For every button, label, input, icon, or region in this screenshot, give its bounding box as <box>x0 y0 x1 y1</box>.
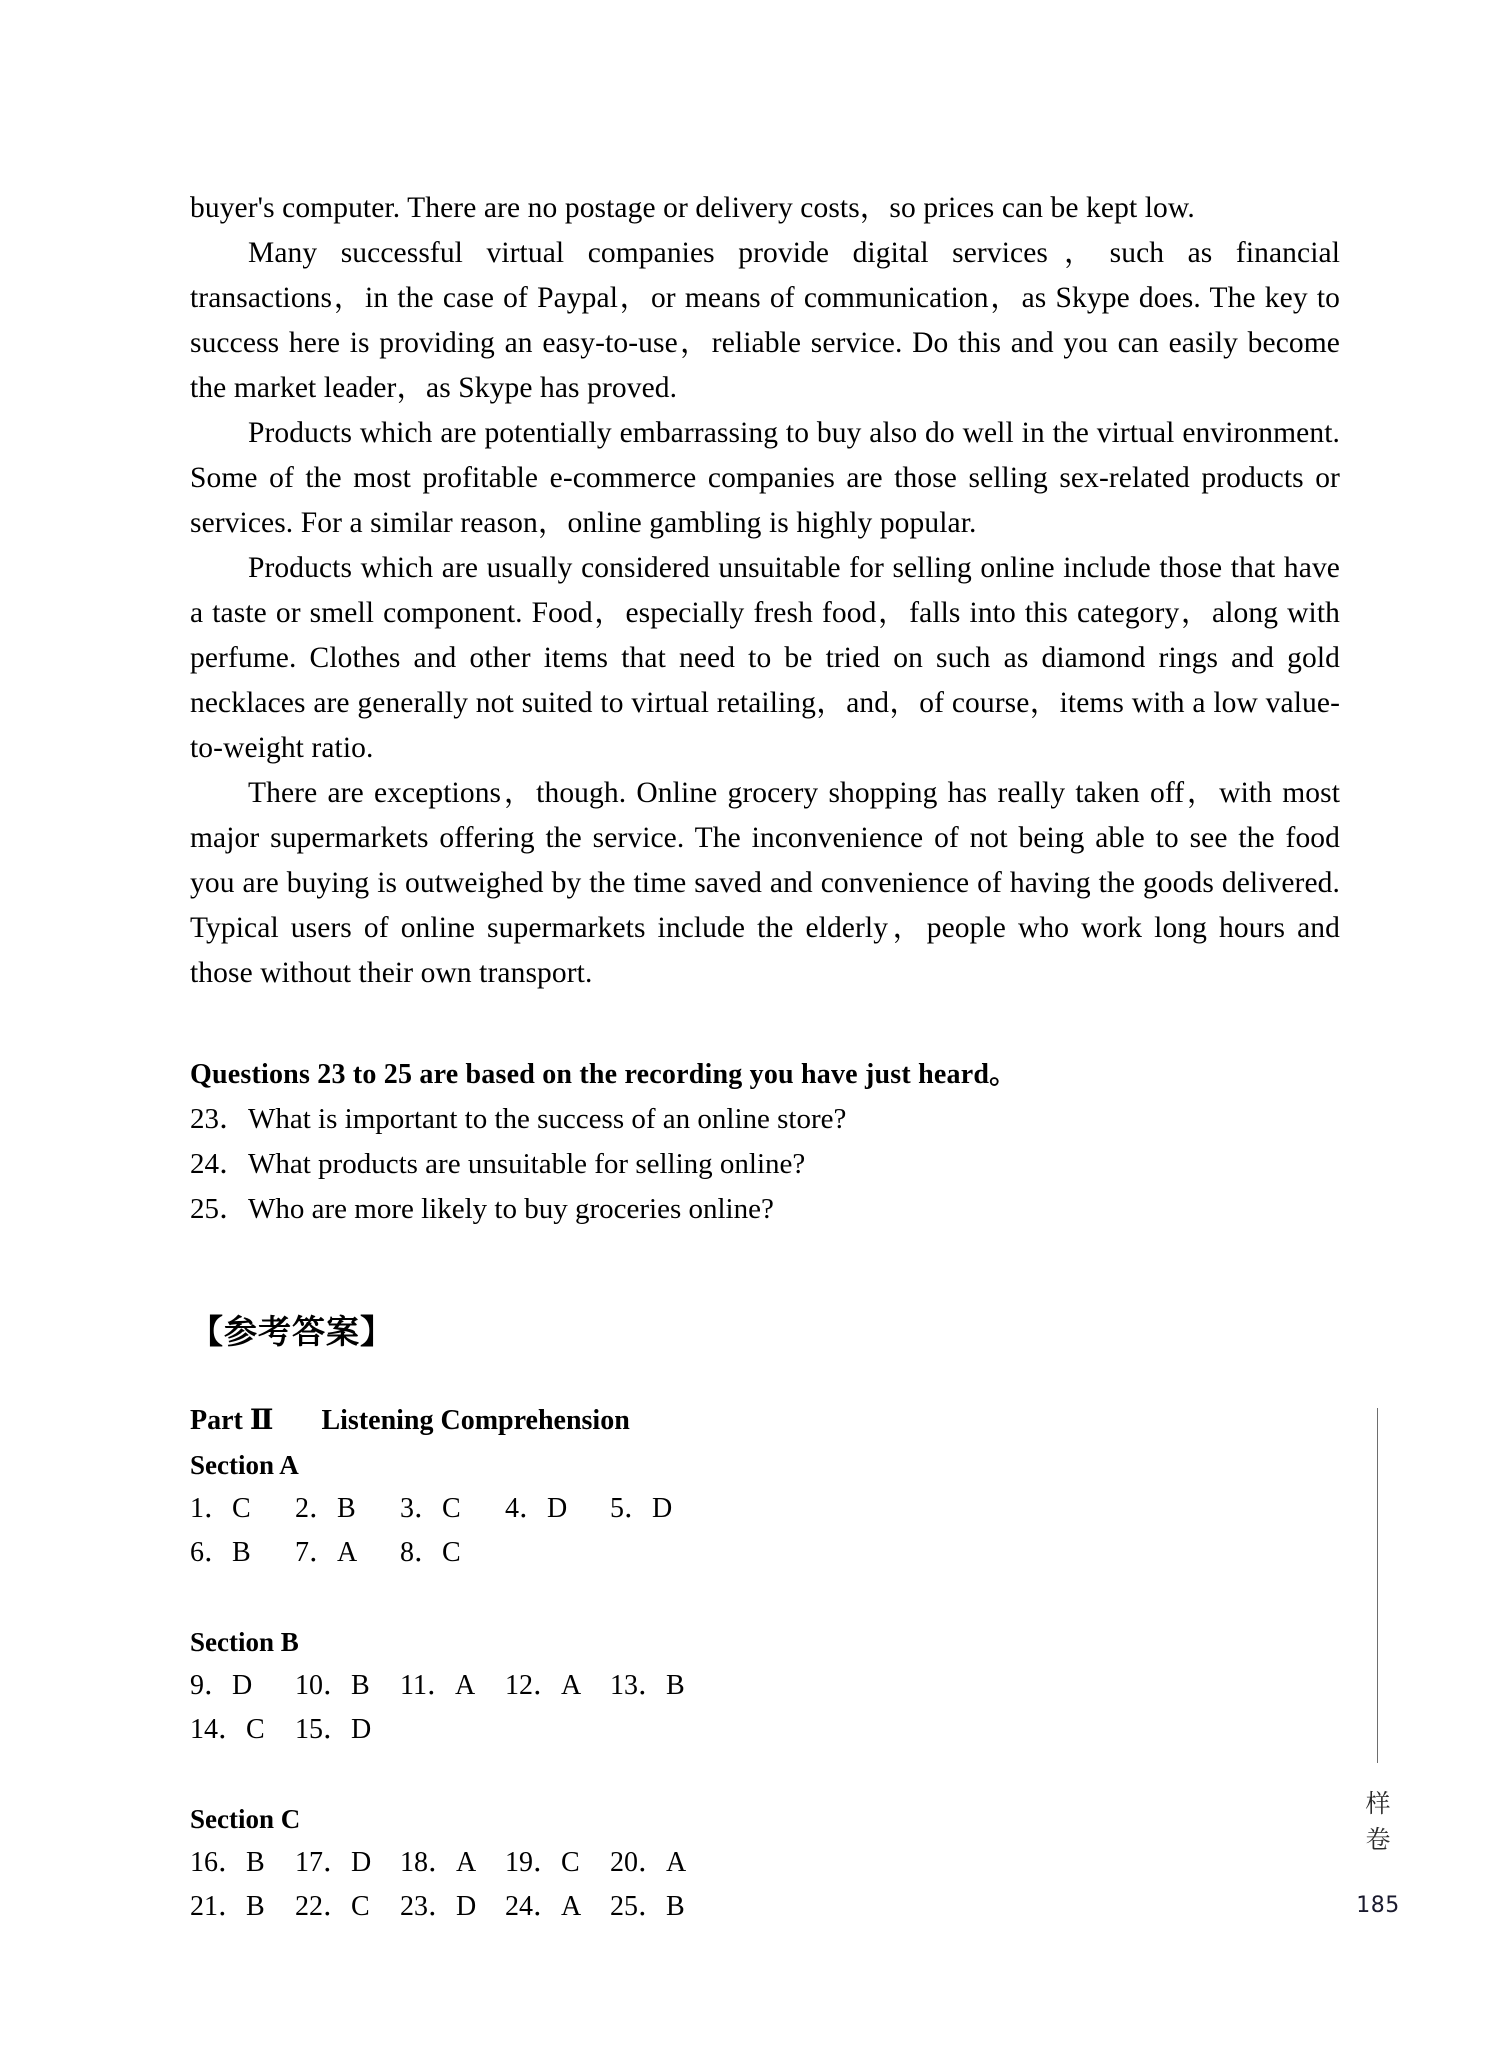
section-heading-a: Section A <box>190 1450 299 1480</box>
answer-number: 8 <box>400 1537 414 1568</box>
answer-number: 15 <box>295 1714 323 1745</box>
answer-row <box>190 1487 1340 1531</box>
answer-number: 1 <box>190 1493 204 1524</box>
question-item: 23．What is important to the success of an online store? <box>190 1103 847 1135</box>
answer-value: B <box>666 1670 685 1701</box>
answer-value: C <box>442 1537 461 1568</box>
answer-value: D <box>351 1714 372 1745</box>
answer-cell: 24．A <box>505 1891 582 1922</box>
question-item: 24．What products are unsuitable for selling online? <box>190 1148 806 1180</box>
answer-cell: 2．B <box>295 1493 356 1524</box>
answer-cell: 5．D <box>610 1493 673 1524</box>
answer-number: 10 <box>295 1670 323 1701</box>
answer-value: D <box>652 1493 673 1524</box>
margin-vertical-char-1: 样 <box>1365 1789 1391 1818</box>
answer-value: A <box>454 1670 476 1701</box>
answer-value: C <box>246 1714 265 1745</box>
answer-number: 12 <box>505 1670 533 1701</box>
part-name: Listening Comprehension <box>321 1405 630 1436</box>
answer-value: A <box>456 1847 477 1878</box>
answer-number: 16 <box>190 1847 218 1878</box>
section-spacer <box>190 996 1340 1052</box>
section-spacer <box>190 1288 1340 1310</box>
answer-row <box>190 1708 1340 1752</box>
answer-cell: 17．D <box>295 1847 372 1878</box>
answer-value: A <box>337 1537 358 1568</box>
question-item: 25．Who are more likely to buy groceries online? <box>190 1193 774 1225</box>
answer-number: 5 <box>610 1493 624 1524</box>
answer-number: 17 <box>295 1847 323 1878</box>
answer-cell: 12．A <box>505 1670 582 1701</box>
answer-key-block <box>190 1310 1340 1929</box>
answer-number: 19 <box>505 1847 533 1878</box>
section-spacer <box>190 1575 1340 1620</box>
answer-cell: 25．B <box>610 1891 685 1922</box>
answer-value: D <box>351 1847 372 1878</box>
section-spacer <box>190 1354 1340 1399</box>
answer-number: 24 <box>505 1891 533 1922</box>
answer-value: C <box>561 1847 580 1878</box>
answer-cell: 15．D <box>295 1714 372 1745</box>
answer-value: A <box>666 1847 687 1878</box>
answer-cell: 23．D <box>400 1891 477 1922</box>
answer-cell: 22．C <box>295 1891 370 1922</box>
section-spacer <box>190 1232 1340 1288</box>
passage-paragraph: There are exceptions，though. Online grocery shopping has really taken off，with most major supermarkets offering the service. The inconvenience of not being able to see the food you are buying is outweighed by the time saved and convenience of having the goods delivered. Typical users of online supermarkets include the elderly，people who work long hours and those without their own transport. <box>190 777 1340 989</box>
answer-cell: 9．D <box>190 1670 253 1701</box>
answer-number: 21 <box>190 1891 218 1922</box>
answer-cell: 13．B <box>610 1670 685 1701</box>
answer-number: 22 <box>295 1891 323 1922</box>
questions-heading: Questions 23 to 25 are based on the recording you have just heard。 <box>190 1059 1018 1090</box>
answer-value: B <box>666 1891 685 1922</box>
passage-paragraph: Many successful virtual companies provide digital services，such as financial transactions，in the case of Paypal，or means of communication，as Skype does. The key to success here is providing an easy-to-use，reliable service. Do this and you can easily become the market leader，as Skype has proved. <box>190 237 1340 404</box>
section-spacer <box>190 1752 1340 1797</box>
answer-number: 13 <box>610 1670 638 1701</box>
answer-number: 11 <box>400 1670 427 1701</box>
answer-number: 23 <box>400 1891 428 1922</box>
answer-number: 9 <box>190 1670 204 1701</box>
section-heading-c: Section C <box>190 1804 301 1834</box>
answer-value: A <box>561 1670 582 1701</box>
answer-cell: 6．B <box>190 1537 251 1568</box>
answer-cell: 11．A <box>400 1670 476 1701</box>
passage-body <box>190 186 1340 996</box>
answer-cell: 7．A <box>295 1537 358 1568</box>
answer-cell: 4．D <box>505 1493 568 1524</box>
answer-key-title: 【参考答案】 <box>190 1312 394 1351</box>
answer-number: 20 <box>610 1847 638 1878</box>
answer-value: B <box>337 1493 356 1524</box>
answer-value: A <box>561 1891 582 1922</box>
part-roman-numeral: Ⅱ <box>249 1405 274 1436</box>
page-content <box>190 186 1340 1929</box>
answer-value: C <box>232 1493 251 1524</box>
margin-vertical-char-2: 卷 <box>1365 1825 1391 1854</box>
margin-vertical-label <box>1362 1786 1394 1858</box>
passage-paragraph: buyer's computer. There are no postage or delivery costs，so prices can be kept low. <box>190 192 1195 224</box>
answer-cell: 18．A <box>400 1847 477 1878</box>
questions-block <box>190 1052 1340 1232</box>
answer-value: B <box>351 1670 370 1701</box>
margin-rule-divider <box>1377 1408 1378 1763</box>
answer-cell: 8．C <box>400 1537 461 1568</box>
answer-number: 2 <box>295 1493 309 1524</box>
answer-cell: 20．A <box>610 1847 687 1878</box>
answer-value: C <box>442 1493 461 1524</box>
answer-number: 7 <box>295 1537 309 1568</box>
answer-value: B <box>246 1847 265 1878</box>
answer-cell: 19．C <box>505 1847 580 1878</box>
section-heading-b: Section B <box>190 1627 299 1657</box>
answer-number: 6 <box>190 1537 204 1568</box>
answer-cell: 16．B <box>190 1847 265 1878</box>
answer-number: 14 <box>190 1714 218 1745</box>
passage-paragraph: Products which are usually considered unsuitable for selling online include those that have a taste or smell component. Food，especially fresh food，falls into this category，along with perfume. Clothes and other items that need to be tried on such as diamond rings and gold necklaces are generally not suited to virtual retailing，and，of course，items with a low value-to-weight ratio. <box>190 552 1340 764</box>
answer-row <box>190 1885 1340 1929</box>
answer-row <box>190 1531 1340 1575</box>
answer-cell: 14．C <box>190 1714 265 1745</box>
answer-value: D <box>232 1670 253 1701</box>
answer-cell: 3．C <box>400 1493 461 1524</box>
answer-number: 4 <box>505 1493 519 1524</box>
answer-value: D <box>456 1891 477 1922</box>
answer-cell: 21．B <box>190 1891 265 1922</box>
answer-row <box>190 1664 1340 1708</box>
answer-cell: 1．C <box>190 1493 251 1524</box>
passage-paragraph: Products which are potentially embarrassing to buy also do well in the virtual environment. Some of the most profitable e-commerce companies are those selling sex-related products or services. For a similar reason，online gambling is highly popular. <box>190 417 1340 539</box>
answer-value: B <box>232 1537 251 1568</box>
page-number: 185 <box>1356 1893 1400 1918</box>
part-heading <box>190 1399 1340 1443</box>
part-label: Part <box>190 1405 243 1436</box>
answer-value: B <box>246 1891 265 1922</box>
answer-number: 25 <box>610 1891 638 1922</box>
answer-cell: 10．B <box>295 1670 370 1701</box>
answer-number: 3 <box>400 1493 414 1524</box>
answer-number: 18 <box>400 1847 428 1878</box>
answer-row <box>190 1841 1340 1885</box>
answer-value: C <box>351 1891 370 1922</box>
answer-value: D <box>547 1493 568 1524</box>
